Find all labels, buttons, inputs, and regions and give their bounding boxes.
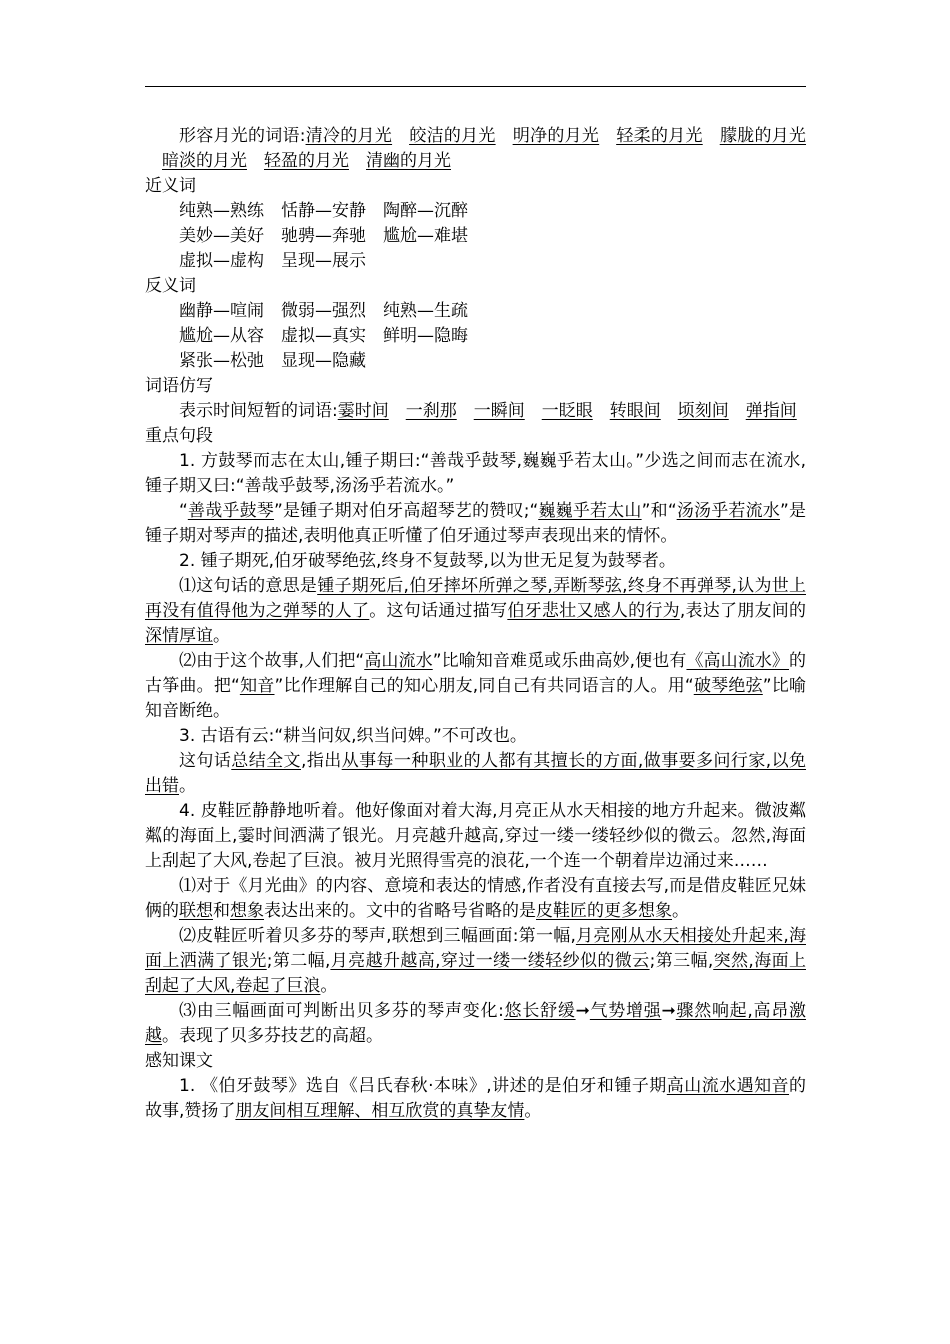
key-analysis-3: 这句话总结全文,指出从事每一种职业的人都有其擅长的方面,做事要多问行家,以免出错。 <box>145 751 807 796</box>
moon-words: 形容月光的词语:清冷的月光 皎洁的月光 明净的月光 轻柔的月光 朦胧的月光暗淡的月光 轻盈的月光 清幽的月光 <box>162 126 807 171</box>
antonym-row: 幽静—喧闹 微弱—强烈 纯熟—生疏 <box>179 301 468 321</box>
key-heading: 重点句段 <box>145 426 213 446</box>
key-analysis-4c: ⑶由三幅画面可判断出贝多芬的琴声变化:悠长舒缓➞气势增强➞骤然响起,高昂激越。表现了贝多芬技艺的高超。 <box>145 1001 807 1046</box>
imitation-words: 表示时间短暂的词语:霎时间 一刹那 一瞬间 一眨眼 转眼间 顷刻间 弹指间 <box>179 401 797 421</box>
synonym-row: 虚拟—虚构 呈现—展示 <box>179 251 366 271</box>
moon-word: 清幽的月光 <box>366 151 451 171</box>
key-sentence-2: 2. 锺子期死,伯牙破琴绝弦,终身不复鼓琴,以为世无足复为鼓琴者。 <box>179 551 676 571</box>
arrow-icon: ➞ <box>575 1001 590 1021</box>
moon-word: 朦胧的月光 <box>719 126 807 146</box>
synonyms-heading: 近义词 <box>145 176 196 196</box>
key-analysis-1: “善哉乎鼓琴”是锺子期对伯牙高超琴艺的赞叹;“巍巍乎若太山”和“汤汤乎若流水”是锺子期对琴声的描述,表明他真正听懂了伯牙通过琴声表现出来的情怀。 <box>145 501 807 546</box>
synonym-row: 美妙—美好 驰骋—奔驰 尴尬—难堪 <box>179 226 468 246</box>
perceive-heading: 感知课文 <box>145 1051 213 1071</box>
key-analysis-2a: ⑴这句话的意思是锺子期死后,伯牙摔坏所弹之琴,弄断琴弦,终身不再弹琴,认为世上再没有值得他为之弹琴的人了。这句话通过描写伯牙悲壮又感人的行为,表达了朋友间的深情厚谊。 <box>145 576 807 646</box>
moon-word: 暗淡的月光 <box>162 151 247 171</box>
arrow-icon: ➞ <box>661 1001 676 1021</box>
moon-word: 明净的月光 <box>512 126 600 146</box>
key-sentence-4: 4. 皮鞋匠静静地听着。他好像面对着大海,月亮正从水天相接的地方升起来。微波粼粼的海面上,霎时间洒满了银光。月亮越升越高,穿过一缕一缕轻纱似的微云。忽然,海面上刮起了大风,卷起了巨浪。被月光照得雪亮的浪花,一个连一个朝着岸边涌过来…… <box>145 801 806 871</box>
header-rule <box>145 86 806 87</box>
key-analysis-4a: ⑴对于《月光曲》的内容、意境和表达的情感,作者没有直接去写,而是借皮鞋匠兄妹俩的联想和想象表达出来的。文中的省略号省略的是皮鞋匠的更多想象。 <box>145 876 806 921</box>
moon-word: 轻柔的月光 <box>616 126 703 146</box>
key-sentence-3: 3. 古语有云:“耕当问奴,织当问婢。”不可改也。 <box>179 726 527 746</box>
moon-word: 皎洁的月光 <box>409 126 496 146</box>
key-analysis-4b: ⑵皮鞋匠听着贝多芬的琴声,联想到三幅画面:第一幅,月亮刚从水天相接处升起来,海面上洒满了银光;第二幅,月亮越升越高,穿过一缕一缕轻纱似的微云;第三幅,突然,海面上刮起了大风,卷起了巨浪。 <box>145 926 806 996</box>
document-body <box>145 124 806 1124</box>
antonyms-heading: 反义词 <box>145 276 196 296</box>
perceive-item-1: 1. 《伯牙鼓琴》选自《吕氏春秋·本味》,讲述的是伯牙和锺子期高山流水遇知音的故事,赞扬了朋友间相互理解、相互欣赏的真挚友情。 <box>145 1076 807 1121</box>
moon-word: 轻盈的月光 <box>264 151 349 171</box>
imitation-heading: 词语仿写 <box>145 376 213 396</box>
antonym-row: 紧张—松弛 显现—隐藏 <box>179 351 366 371</box>
antonym-row: 尴尬—从容 虚拟—真实 鲜明—隐晦 <box>179 326 468 346</box>
key-sentence-1: 1. 方鼓琴而志在太山,锺子期曰:“善哉乎鼓琴,巍巍乎若太山。”少选之间而志在流水,锺子期又曰:“善哉乎鼓琴,汤汤乎若流水。” <box>145 451 806 496</box>
moon-word: 清冷的月光 <box>305 126 393 146</box>
key-analysis-2b: ⑵由于这个故事,人们把“高山流水”比喻知音难觅或乐曲高妙,便也有《高山流水》的古筝曲。把“知音”比作理解自己的知心朋友,同自己有共同语言的人。用“破琴绝弦”比喻知音断绝。 <box>145 651 807 721</box>
synonym-row: 纯熟—熟练 恬静—安静 陶醉—沉醉 <box>179 201 468 221</box>
